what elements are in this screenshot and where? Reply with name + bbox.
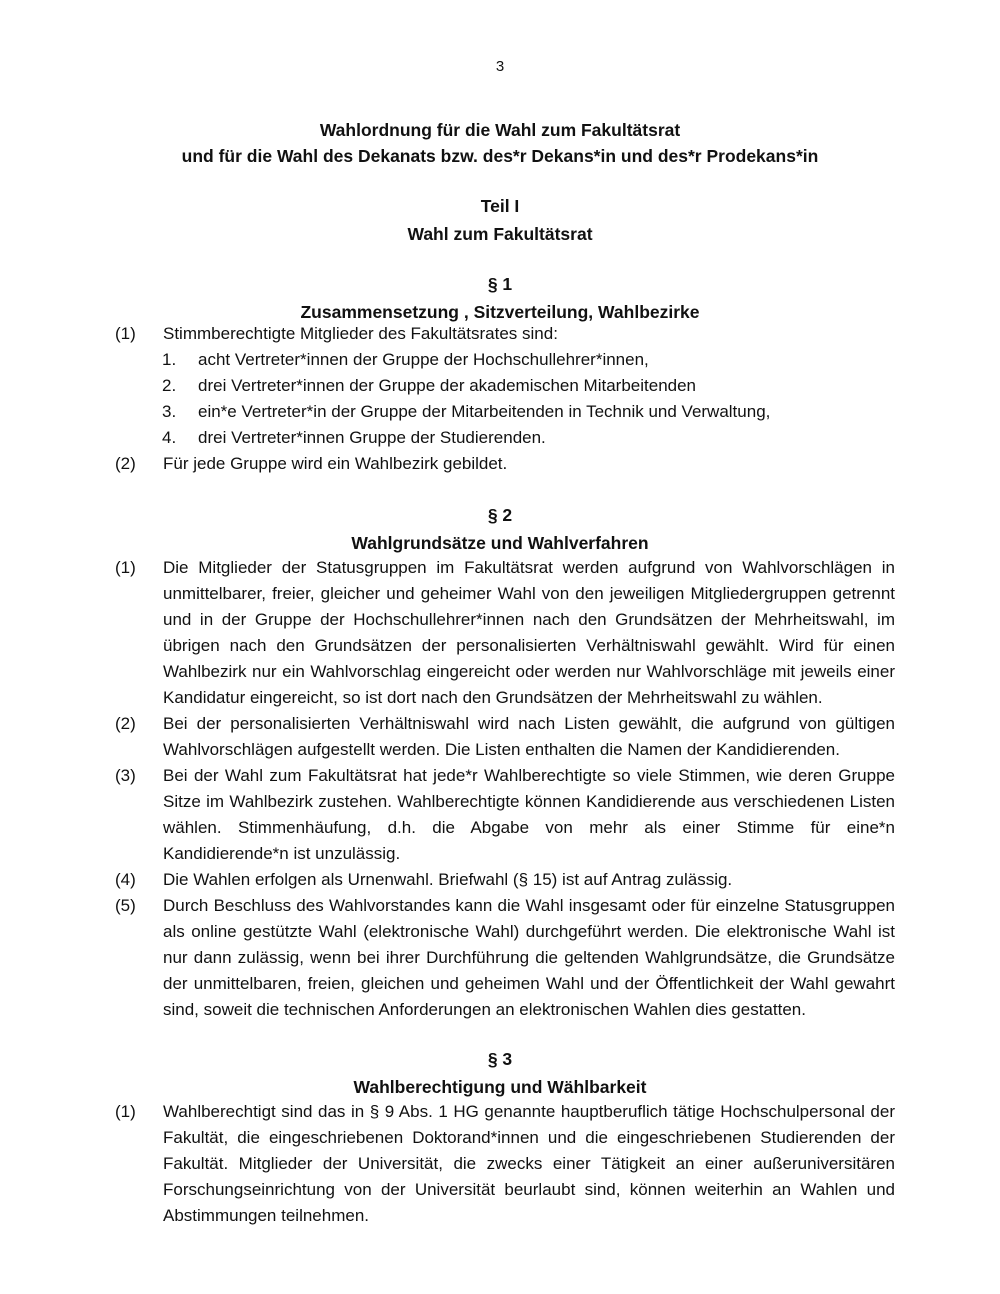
paragraph-number: (5) — [115, 896, 136, 915]
part-label: Teil I — [480, 196, 520, 216]
paragraph-number: (2) — [115, 454, 136, 473]
section-2-paragraph-1 — [115, 555, 895, 711]
section-1-list-item-4 — [162, 425, 862, 451]
section-2-paragraph-5 — [115, 893, 895, 1023]
section-2-title: Wahlgrundsätze und Wahlverfahren — [351, 533, 649, 553]
list-number: 2. — [162, 376, 177, 395]
list-text: ein*e Vertreter*in der Gruppe der Mitarbeitenden in Technik und Verwaltung, — [198, 402, 771, 421]
paragraph-text: Bei der personalisierten Verhältniswahl wird nach Listen gewählt, die aufgrund von gültigen Wahlvorschlägen aufgestellt werden. Die Listen enthalten die Namen der Kandidierenden. — [163, 714, 895, 759]
paragraph-text: Die Mitglieder der Statusgruppen im Fakultätsrat werden aufgrund von Wahlvorschlägen in unmittelbarer, freier, gleicher und geheimer Wahl von den jeweiligen Mitgliedergruppen getrennt und in der Gruppe der Hochschullehrer*innen nach den Grundsätzen der Mehrheitswahl, im übrigen nach den Grundsätzen der personalisierten Verhältniswahl gewählt. Wird für einen Wahlbezirk nur ein Wahlvorschlag eingereicht oder werden nur Wahlvorschläge mit jeweils einer Kandidatur eingereicht, so ist dort nach den Grundsätzen der Mehrheitswahl zu wählen. — [163, 558, 895, 707]
section-3-title: Wahlberechtigung und Wählbarkeit — [353, 1077, 647, 1097]
part-title: Wahl zum Fakultätsrat — [407, 224, 593, 244]
paragraph-number: (3) — [115, 766, 136, 785]
section-1-paragraph-2 — [115, 451, 895, 477]
section-3-symbol: § 3 — [487, 1049, 513, 1069]
paragraph-text: Durch Beschluss des Wahlvorstandes kann die Wahl insgesamt oder für einzelne Statusgruppen als online gestützte Wahl (elektronische Wahl) durchgeführt werden. Die elektronische Wahl ist nur dann zulässig, wenn bei ihrer Durchführung die geltenden Wahlgrundsätze, die Grundsätze der unmittelbaren, freien, gleichen und geheimen Wahl und der Öffentlichkeit der Wahl gewahrt sind, soweit die technischen Anforderungen an elektronischen Wahlen dies gestatten. — [163, 896, 895, 1019]
section-2-paragraph-4 — [115, 867, 895, 893]
document-title-line-2: und für die Wahl des Dekanats bzw. des*r Dekans*in und des*r Prodekans*in — [181, 146, 819, 166]
section-1-heading — [0, 270, 1000, 326]
page-number: 3 — [495, 58, 505, 75]
section-1-paragraph-1 — [115, 321, 895, 347]
document-title-line-1: Wahlordnung für die Wahl zum Fakultätsrat — [319, 120, 681, 140]
paragraph-number: (1) — [115, 558, 136, 577]
part-heading — [0, 192, 1000, 248]
section-2-paragraph-3 — [115, 763, 895, 867]
section-3-paragraph-1 — [115, 1099, 895, 1229]
section-1-title: Zusammensetzung , Sitzverteilung, Wahlbezirke — [300, 302, 700, 322]
paragraph-text: Wahlberechtigt sind das in § 9 Abs. 1 HG genannte hauptberuflich tätige Hochschulpersonal der Fakultät, die eingeschriebenen Doktorand*innen und die eingeschriebenen Studierenden der Fakultät. Mitglieder der Universität, die zwecks einer Tätigkeit an einer außeruniversitären Forschungseinrichtung von der Universität beurlaubt sind, können weiterhin an Wahlen und Abstimmungen teilnehmen. — [163, 1102, 895, 1225]
list-number: 3. — [162, 402, 177, 421]
section-3-heading — [0, 1045, 1000, 1101]
list-text: drei Vertreter*innen der Gruppe der akademischen Mitarbeitenden — [198, 376, 697, 395]
list-number: 4. — [162, 428, 177, 447]
section-1-list-item-1 — [162, 347, 862, 373]
list-text: acht Vertreter*innen der Gruppe der Hochschullehrer*innen, — [198, 350, 649, 369]
document-title — [0, 117, 1000, 169]
section-2-symbol: § 2 — [487, 505, 513, 525]
list-text: drei Vertreter*innen Gruppe der Studierenden. — [198, 428, 546, 447]
section-2-paragraph-2 — [115, 711, 895, 763]
paragraph-number: (1) — [115, 1102, 136, 1121]
paragraph-number: (1) — [115, 324, 136, 343]
list-number: 1. — [162, 350, 177, 369]
section-1-list-item-3 — [162, 399, 862, 425]
paragraph-text: Bei der Wahl zum Fakultätsrat hat jede*r Wahlberechtigte so viele Stimmen, wie deren Gruppe Sitze im Wahlbezirk zustehen. Wahlberechtigte können Kandidierende aus verschiedenen Listen wählen. Stimmenhäufung, d.h. die Abgabe von mehr als einer Stimme für eine*n Kandidierende*n ist unzulässig. — [163, 766, 895, 863]
paragraph-text: Die Wahlen erfolgen als Urnenwahl. Briefwahl (§ 15) ist auf Antrag zulässig. — [163, 870, 733, 889]
section-1-list-item-2 — [162, 373, 862, 399]
section-1-symbol: § 1 — [487, 274, 513, 294]
paragraph-text: Für jede Gruppe wird ein Wahlbezirk gebildet. — [163, 454, 508, 473]
paragraph-text: Stimmberechtigte Mitglieder des Fakultätsrates sind: — [163, 324, 558, 343]
paragraph-number: (2) — [115, 714, 136, 733]
section-2-heading — [0, 501, 1000, 557]
paragraph-number: (4) — [115, 870, 136, 889]
